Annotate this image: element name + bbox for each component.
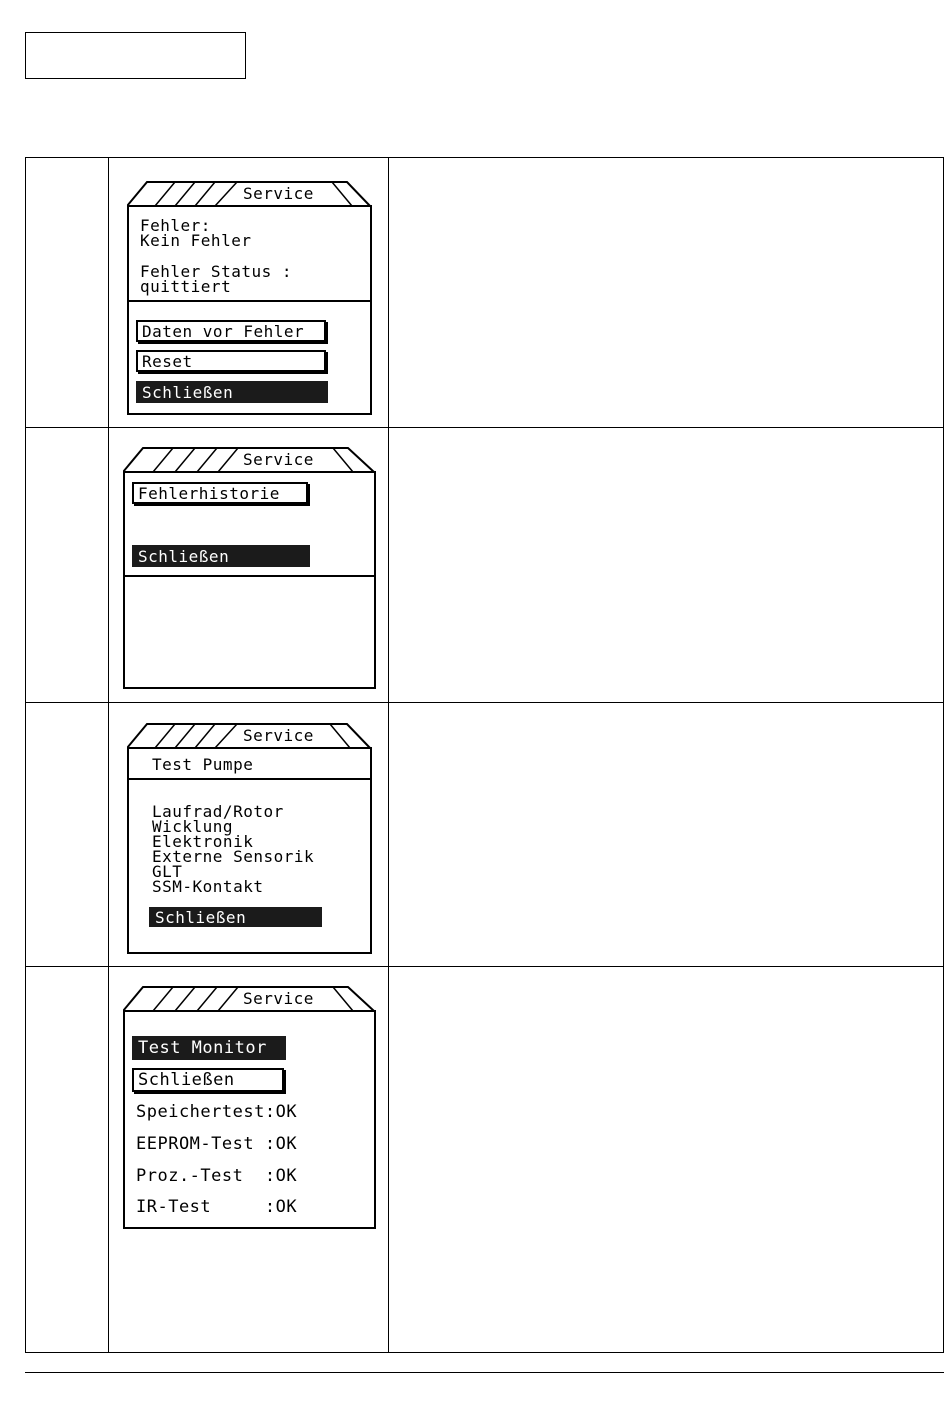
result-label: Speichertest <box>136 1102 265 1122</box>
service-screen-fehler <box>127 179 372 415</box>
result-separator: : <box>264 1102 276 1122</box>
column-divider <box>388 428 389 702</box>
result-value: OK <box>275 1166 298 1186</box>
reset-button[interactable]: Reset <box>136 350 326 372</box>
display-panel <box>123 1010 376 1229</box>
result-label: IR-Test <box>136 1197 265 1217</box>
table-row <box>26 427 943 702</box>
error-status-label: Fehler Status : <box>140 262 292 281</box>
result-value: OK <box>275 1102 298 1122</box>
close-button[interactable]: Schließen <box>132 1068 284 1092</box>
error-status-value: quittiert <box>140 277 232 296</box>
column-divider <box>388 967 389 1352</box>
column-divider <box>108 428 109 702</box>
error-label: Fehler: <box>140 216 211 235</box>
column-divider <box>108 703 109 966</box>
result-row-processor-test <box>136 1168 297 1184</box>
tab-title: Service <box>243 989 314 1008</box>
error-history-button[interactable]: Fehlerhistorie <box>132 482 308 504</box>
display-panel <box>127 747 372 954</box>
column-divider <box>108 967 109 1352</box>
test-item-glt[interactable]: GLT <box>152 862 183 881</box>
result-value: OK <box>275 1134 298 1154</box>
result-label: Proz.-Test <box>136 1166 265 1186</box>
footer-rule <box>25 1372 944 1373</box>
test-monitor-button[interactable]: Test Monitor <box>132 1036 286 1060</box>
close-button[interactable]: Schließen <box>149 907 322 927</box>
test-item-winding[interactable]: Wicklung <box>152 817 234 836</box>
test-item-ssm-contact[interactable]: SSM-Kontakt <box>152 877 264 896</box>
result-label: EEPROM-Test <box>136 1134 265 1154</box>
result-separator: : <box>264 1166 276 1186</box>
table-row <box>26 702 943 966</box>
panel-divider <box>129 300 370 302</box>
service-screen-test-monitor <box>123 984 376 1229</box>
test-item-impeller-rotor[interactable]: Laufrad/Rotor <box>152 802 284 821</box>
result-row-ir-test <box>136 1199 297 1215</box>
test-item-external-sensors[interactable]: Externe Sensorik <box>152 847 315 866</box>
result-separator: : <box>264 1134 276 1154</box>
service-screen-test-pumpe <box>127 721 372 954</box>
result-separator: : <box>264 1197 276 1217</box>
column-divider <box>108 158 109 427</box>
display-panel <box>123 471 376 689</box>
tab-title: Service <box>243 184 314 203</box>
test-pump-heading: Test Pumpe <box>152 755 254 774</box>
result-row-eeprom-test <box>136 1136 297 1152</box>
data-before-error-button[interactable]: Daten vor Fehler <box>136 320 326 342</box>
close-button[interactable]: Schließen <box>132 545 310 567</box>
manual-table <box>25 157 944 1353</box>
error-value: Kein Fehler <box>140 231 252 250</box>
test-item-electronics[interactable]: Elektronik <box>152 832 254 851</box>
panel-divider <box>125 575 374 577</box>
column-divider <box>388 703 389 966</box>
display-panel <box>127 205 372 415</box>
service-screen-fehlerhistorie <box>123 445 376 689</box>
close-button[interactable]: Schließen <box>136 381 328 403</box>
tab-title: Service <box>243 450 314 469</box>
result-value: OK <box>275 1197 298 1217</box>
result-row-memory-test <box>136 1104 297 1120</box>
tab-title: Service <box>243 726 314 745</box>
column-divider <box>388 158 389 427</box>
panel-divider <box>129 778 370 780</box>
table-row <box>26 158 943 427</box>
header-box <box>25 32 246 79</box>
table-row <box>26 966 943 1352</box>
